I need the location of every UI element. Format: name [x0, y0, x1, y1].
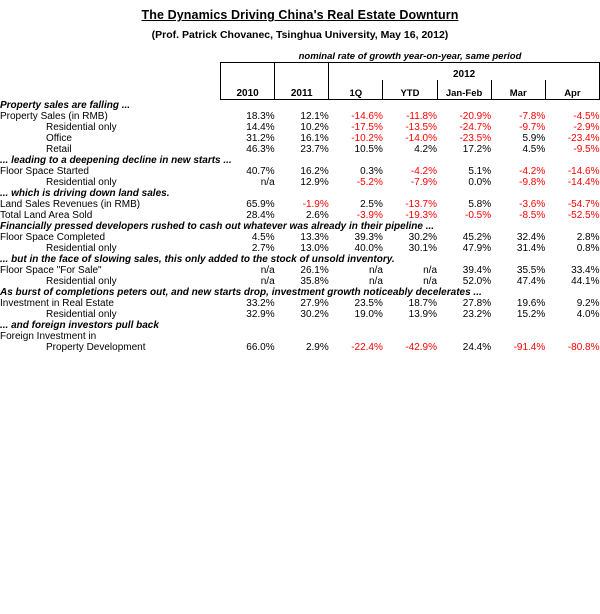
table-cell: 13.9%: [408, 309, 438, 320]
section-heading: ... but in the face of slowing sales, this only added to the stock of unsold inventory.: [0, 254, 395, 265]
table-cell: 40.7%: [246, 166, 275, 177]
table-row: [0, 276, 600, 287]
column-header-2012: 2012: [329, 63, 600, 81]
table-row: [0, 111, 600, 122]
table-cell: -13.5%: [405, 122, 438, 133]
table-cell: 19.0%: [354, 309, 383, 320]
table-cell: -23.5%: [459, 133, 492, 144]
table-cell: n/a: [368, 276, 383, 287]
table-cell: -9.7%: [519, 122, 546, 133]
table-cell: 32.4%: [516, 232, 546, 243]
table-body: [0, 100, 600, 354]
section-heading-row: [0, 188, 600, 199]
table-cell: n/a: [423, 265, 438, 276]
table-cell: n/a: [260, 265, 275, 276]
table-cell: -20.9%: [459, 111, 492, 122]
table-cell: -9.8%: [519, 177, 546, 188]
table-cell: 4.5%: [522, 144, 546, 155]
table-cell: -14.0%: [405, 133, 438, 144]
table-row: [0, 298, 600, 309]
table-cell: 45.2%: [462, 232, 492, 243]
table-caption-row: [0, 51, 600, 63]
section-heading-row: [0, 155, 600, 166]
table-cell: -52.5%: [567, 210, 600, 221]
section-heading-row: [0, 287, 600, 298]
table-cell: -13.7%: [405, 199, 438, 210]
table-row: [0, 122, 600, 133]
table-cell: 12.1%: [300, 111, 329, 122]
table-cell: 30.2%: [408, 232, 438, 243]
table-cell: -80.8%: [567, 342, 600, 353]
table-cell: 16.2%: [300, 166, 329, 177]
column-header-jan-feb: Jan-Feb: [437, 80, 491, 100]
table-cell: 33.2%: [246, 298, 275, 309]
table-cell: 32.9%: [246, 309, 275, 320]
table-cell: 26.1%: [300, 265, 329, 276]
table-cell: n/a: [368, 265, 383, 276]
caption-spacer: [0, 51, 221, 63]
table-cell: -19.3%: [405, 210, 438, 221]
table-cell: 23.7%: [300, 144, 329, 155]
table-cell: -24.7%: [459, 122, 492, 133]
table-row: [0, 331, 600, 342]
table-cell: 44.1%: [571, 276, 600, 287]
row-label: Retail: [46, 144, 72, 155]
page-subtitle: (Prof. Patrick Chovanec, Tsinghua University, May 16, 2012): [151, 29, 449, 41]
table-cell: -7.9%: [410, 177, 438, 188]
row-label: Floor Space "For Sale": [0, 265, 102, 276]
table-cell: -4.5%: [573, 111, 600, 122]
table-cell: 23.5%: [354, 298, 383, 309]
table-cell: 10.5%: [354, 144, 383, 155]
table-row: [0, 199, 600, 210]
table-cell: -10.2%: [351, 133, 383, 144]
table-cell: -3.9%: [356, 210, 383, 221]
table-year-row: [0, 63, 600, 81]
section-heading: ... which is driving down land sales.: [0, 188, 170, 199]
table-cell: 23.2%: [462, 309, 492, 320]
table-cell: -9.5%: [573, 144, 600, 155]
table-row: [0, 166, 600, 177]
table-caption: nominal rate of growth year-on-year, same period: [298, 51, 522, 62]
section-heading-row: [0, 320, 600, 331]
table-cell: 46.3%: [246, 144, 275, 155]
row-label: Residential only: [46, 309, 117, 320]
row-label: Land Sales Revenues (in RMB): [0, 199, 141, 210]
row-label: Investment in Real Estate: [0, 298, 114, 309]
section-heading: As burst of completions peters out, and new starts drop, investment growth noticeably decelerates ...: [0, 287, 482, 298]
table-cell: -1.9%: [302, 199, 329, 210]
document-page: [0, 8, 600, 614]
section-heading: Financially pressed developers rushed to cash out whatever was already in their pipeline ...: [0, 221, 435, 232]
table-cell: 2.7%: [251, 243, 275, 254]
table-cell: -14.6%: [351, 111, 383, 122]
table-cell: 27.8%: [462, 298, 492, 309]
column-header-1q: 1Q: [329, 80, 383, 100]
row-label: Floor Space Completed: [0, 232, 106, 243]
table-cell: 0.0%: [468, 177, 492, 188]
page-title: The Dynamics Driving China's Real Estate Downturn: [141, 8, 459, 22]
table-row: [0, 177, 600, 188]
table-cell: 2.6%: [305, 210, 329, 221]
table-cell: 13.3%: [300, 232, 329, 243]
table-cell: 5.8%: [468, 199, 492, 210]
column-header-ytd: YTD: [383, 80, 437, 100]
table-header: [0, 51, 600, 100]
data-table-container: [0, 51, 600, 353]
table-cell: [491, 331, 545, 342]
section-heading-row: [0, 100, 600, 112]
table-cell: 24.4%: [462, 342, 492, 353]
row-label: Total Land Area Sold: [0, 210, 93, 221]
table-cell: 4.5%: [251, 232, 275, 243]
table-cell: -42.9%: [405, 342, 438, 353]
section-heading: ... and foreign investors pull back: [0, 320, 159, 331]
table-cell: -8.5%: [519, 210, 546, 221]
table-cell: 66.0%: [246, 342, 275, 353]
table-cell: 35.5%: [516, 265, 546, 276]
table-cell: -0.5%: [465, 210, 492, 221]
table-cell: [383, 331, 437, 342]
table-cell: 15.2%: [516, 309, 546, 320]
table-cell: 4.0%: [576, 309, 600, 320]
table-cell: -22.4%: [351, 342, 383, 353]
column-header-mar: Mar: [491, 80, 545, 100]
table-cell: 65.9%: [246, 199, 275, 210]
real-estate-data-table: [0, 51, 600, 353]
table-cell: n/a: [423, 276, 438, 287]
table-cell: 30.2%: [300, 309, 329, 320]
row-label: Office: [46, 133, 72, 144]
table-cell: -17.5%: [351, 122, 383, 133]
table-cell: 30.1%: [408, 243, 438, 254]
table-cell: -54.7%: [567, 199, 600, 210]
column-header-2011: 2011: [275, 63, 329, 100]
section-heading-row: [0, 254, 600, 265]
table-cell: [329, 331, 383, 342]
table-cell: 4.2%: [414, 144, 438, 155]
table-cell: -2.9%: [573, 122, 600, 133]
table-cell: 28.4%: [246, 210, 275, 221]
table-cell: [275, 331, 329, 342]
subheader-spacer: [0, 80, 221, 100]
table-cell: 2.5%: [360, 199, 383, 210]
table-cell: [221, 331, 275, 342]
table-cell: 13.0%: [300, 243, 329, 254]
row-label: Foreign Investment in: [0, 331, 97, 342]
table-cell: 5.9%: [522, 133, 546, 144]
table-cell: 31.2%: [246, 133, 275, 144]
table-cell: 18.3%: [246, 111, 275, 122]
year-row-spacer: [0, 63, 221, 81]
table-cell: 17.2%: [462, 144, 492, 155]
table-cell: 35.8%: [300, 276, 329, 287]
table-row: [0, 144, 600, 155]
row-label: Residential only: [46, 276, 117, 287]
table-cell: 0.3%: [360, 166, 383, 177]
table-cell: 27.9%: [300, 298, 329, 309]
row-label: Residential only: [46, 177, 117, 188]
table-cell: 47.9%: [462, 243, 492, 254]
table-cell: 40.0%: [354, 243, 383, 254]
table-cell: -3.6%: [519, 199, 546, 210]
table-row: [0, 232, 600, 243]
table-cell: 33.4%: [571, 265, 600, 276]
table-row: [0, 243, 600, 254]
row-label: Residential only: [46, 243, 117, 254]
table-cell: 0.8%: [576, 243, 600, 254]
table-cell: n/a: [260, 276, 275, 287]
table-cell: 9.2%: [576, 298, 600, 309]
section-heading: ... leading to a deepening decline in new starts ...: [0, 155, 232, 166]
table-cell: 39.3%: [354, 232, 383, 243]
row-label: Floor Space Started: [0, 166, 89, 177]
table-cell: n/a: [260, 177, 275, 188]
table-cell: 10.2%: [300, 122, 329, 133]
table-cell: 18.7%: [408, 298, 438, 309]
row-label: Property Sales (in RMB): [0, 111, 108, 122]
table-row: [0, 342, 600, 353]
table-cell: 19.6%: [516, 298, 546, 309]
table-cell: 2.9%: [305, 342, 329, 353]
table-cell: 14.4%: [246, 122, 275, 133]
table-cell: -5.2%: [356, 177, 383, 188]
table-cell: 16.1%: [300, 133, 329, 144]
table-cell: -14.6%: [567, 166, 600, 177]
table-row: [0, 210, 600, 221]
section-heading: Property sales are falling ...: [0, 100, 131, 111]
table-cell: [545, 331, 599, 342]
table-cell: -4.2%: [519, 166, 546, 177]
table-cell: -7.8%: [519, 111, 546, 122]
table-cell: 39.4%: [462, 265, 492, 276]
table-row: [0, 133, 600, 144]
table-cell: -4.2%: [410, 166, 438, 177]
table-cell: -91.4%: [513, 342, 546, 353]
column-header-2010: 2010: [221, 63, 275, 100]
row-label: Property Development: [46, 342, 146, 353]
table-row: [0, 309, 600, 320]
table-cell: 12.9%: [300, 177, 329, 188]
column-header-apr: Apr: [545, 80, 599, 100]
table-cell: 5.1%: [468, 166, 492, 177]
section-heading-row: [0, 221, 600, 232]
table-cell: 2.8%: [576, 232, 600, 243]
row-label: Residential only: [46, 122, 117, 133]
table-cell: 47.4%: [516, 276, 546, 287]
table-cell: [437, 331, 491, 342]
table-cell: 31.4%: [516, 243, 546, 254]
table-cell: -14.4%: [567, 177, 600, 188]
table-row: [0, 265, 600, 276]
table-cell: 52.0%: [462, 276, 492, 287]
table-cell: -11.8%: [406, 111, 438, 122]
table-cell: -23.4%: [567, 133, 600, 144]
